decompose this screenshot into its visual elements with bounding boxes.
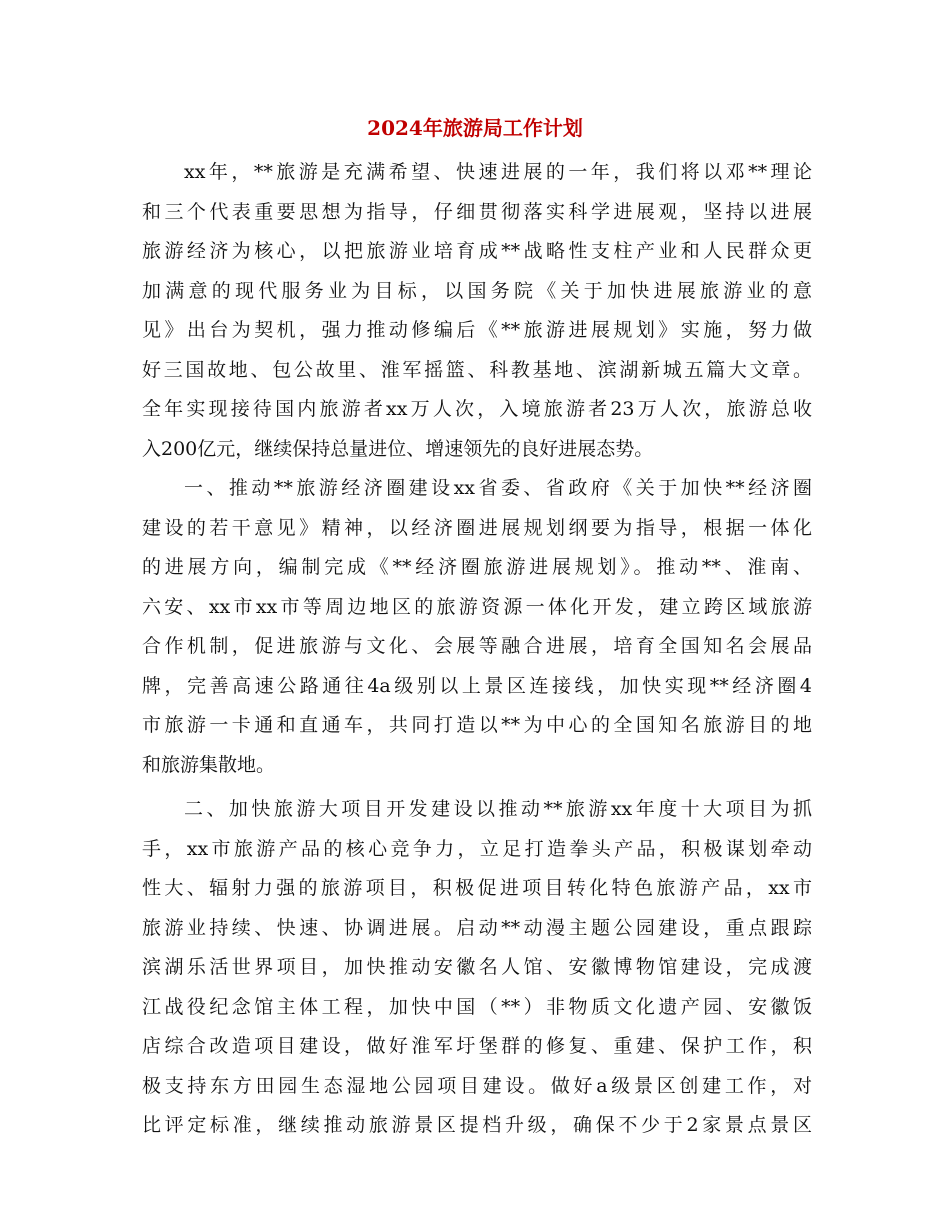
text-line: 极支持东方田园生态湿地公园项目建设。做好a级景区创建工作，对 [142,1074,812,1097]
text-line: 江战役纪念馆主体工程，加快中国（**）非物质文化遗产园、安徽饭 [142,995,812,1018]
document-body [142,153,812,1146]
text-line: xx年，**旅游是充满希望、快速进展的一年，我们将以邓**理论 [184,161,812,183]
paragraph-section-1 [142,469,812,785]
text-line: 二、加快旅游大项目开发建设以推动**旅游xx年度十大项目为抓 [184,798,812,820]
text-line: 入200亿元，继续保持总量进位、增速领先的良好进展态势。 [142,437,654,460]
paragraph-intro [142,153,812,469]
text-line: 建设的若干意见》精神，以经济圈进展规划纲要为指导，根据一体化 [142,516,812,539]
text-line: 旅游经济为核心，以把旅游业培育成**战略性支柱产业和人民群众更 [142,240,812,262]
paragraph-section-2 [142,790,812,1146]
text-line: 手，xx市旅游产品的核心竞争力，立足打造拳头产品，积极谋划牵动 [142,837,812,860]
text-line: 比评定标准，继续推动旅游景区提档升级，确保不少于2家景点景区 [142,1114,812,1136]
text-line: 的进展方向，编制完成《**经济圈旅游进展规划》。推动**、淮南、 [142,556,812,578]
text-line: 见》出台为契机，强力推动修编后《**旅游进展规划》实施，努力做 [142,319,812,341]
text-line: 合作机制，促进旅游与文化、会展等融合进展，培育全国知名会展品 [142,635,812,657]
text-line: 牌，完善高速公路通往4a级别以上景区连接线，加快实现**经济圈4 [142,674,812,697]
text-line: 市旅游一卡通和直通车，共同打造以**为中心的全国知名旅游目的地 [142,714,812,736]
text-line: 和三个代表重要思想为指导，仔细贯彻落实科学进展观，坚持以进展 [142,200,812,223]
text-line: 滨湖乐活世界项目，加快推动安徽名人馆、安徽博物馆建设，完成渡 [142,956,812,978]
text-line: 好三国故地、包公故里、淮军摇篮、科教基地、滨湖新城五篇大文章。 [142,358,812,381]
text-line: 旅游业持续、快速、协调进展。启动**动漫主题公园建设，重点跟踪 [142,916,812,939]
document-title: 2024年旅游局工作计划 [367,116,583,140]
text-line: 店综合改造项目建设，做好淮军圩堡群的修复、重建、保护工作，积 [142,1035,812,1057]
text-line: 性大、辐射力强的旅游项目，积极促进项目转化特色旅游产品，xx市 [142,877,812,899]
text-line: 全年实现接待国内旅游者xx万人次，入境旅游者23万人次，旅游总收 [142,398,812,420]
text-line: 加满意的现代服务业为目标，以国务院《关于加快进展旅游业的意 [142,279,812,302]
text-line: 六安、xx市xx市等周边地区的旅游资源一体化开发，建立跨区域旅游 [142,595,812,618]
text-line: 一、推动**旅游经济圈建设xx省委、省政府《关于加快**经济圈 [184,477,812,499]
text-line: 和旅游集散地。 [142,753,276,776]
